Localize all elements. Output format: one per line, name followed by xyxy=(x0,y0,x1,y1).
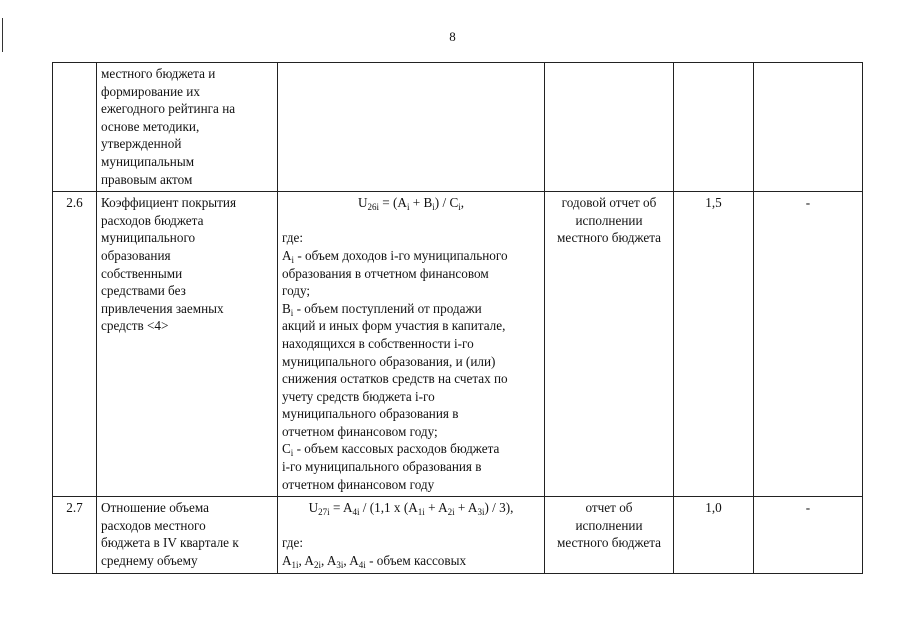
name-line: правовым актом xyxy=(101,171,193,187)
definition-a: $A_i$ - объем доходов i-го муниципального xyxy=(282,247,508,265)
definition-a: $A_{1i}$, $A_{2i}$, $A_{3i}$, $A_{4i}$ - объем кассовых xyxy=(282,553,467,571)
page-number: 8 xyxy=(449,29,456,44)
name-line: среднему объему xyxy=(101,553,198,569)
formula-cell xyxy=(278,497,545,573)
row-number-cell: 2.6 xyxy=(53,192,97,497)
definition-line: акций и иных форм участия в капитале, xyxy=(282,318,506,334)
source-line: исполнении xyxy=(575,517,643,533)
name-line: муниципального xyxy=(101,230,196,246)
definition-line: муниципального образования, и (или) xyxy=(282,353,496,369)
row-number-cell: 2.7 xyxy=(53,497,97,573)
formula-cell xyxy=(278,63,545,192)
indicators-table xyxy=(52,62,863,574)
name-line: основе методики, xyxy=(101,118,200,134)
name-line: местного бюджета и xyxy=(101,66,216,81)
definition-b: $B_i$ - объем поступлений от продажи xyxy=(282,300,482,318)
value-cell xyxy=(674,63,754,192)
where-label: где: xyxy=(282,230,303,246)
row-number-cell xyxy=(53,63,97,192)
note-cell xyxy=(754,63,863,192)
definition-line: отчетном финансовом году xyxy=(282,476,435,492)
indicator-name-cell xyxy=(97,63,278,192)
name-line: бюджета в IV квартале к xyxy=(101,535,239,551)
formula: $U_{27i} = A_{4i} / (1,1$ x $(A_{1i} + A_{2i} + A_{3i}) / 3$), xyxy=(308,500,514,518)
definition-line: отчетном финансовом году; xyxy=(282,423,438,439)
name-line: собственными xyxy=(101,265,183,281)
source-cell xyxy=(545,192,674,497)
name-line: Отношение объема xyxy=(101,500,209,516)
source-line: годовой отчет об xyxy=(561,195,657,211)
table-row xyxy=(53,192,863,497)
source-line: исполнении xyxy=(575,212,643,228)
name-line: ежегодного рейтинга на xyxy=(101,101,236,117)
definition-line: году; xyxy=(282,283,311,299)
note-cell: - xyxy=(754,192,863,497)
indicator-name-cell xyxy=(97,192,278,497)
formula-cell xyxy=(278,192,545,497)
definition-line: образования в отчетном финансовом xyxy=(282,265,489,281)
table-row xyxy=(53,497,863,573)
name-line: образования xyxy=(101,247,171,263)
definition-line: снижения остатков средств на счетах по xyxy=(282,371,508,387)
source-line: местного бюджета xyxy=(557,230,661,246)
table-row xyxy=(53,63,863,192)
source-cell xyxy=(545,63,674,192)
name-line: утвержденной xyxy=(101,136,182,152)
definition-line: находящихся в собственности i-го xyxy=(282,335,474,351)
definition-c: $C_i$ - объем кассовых расходов бюджета xyxy=(282,441,500,459)
name-line: Коэффициент покрытия xyxy=(101,195,237,211)
name-line: привлечения заемных xyxy=(101,300,224,316)
name-line: средств <4> xyxy=(101,318,169,334)
value-cell: 1,5 xyxy=(674,192,754,497)
name-line: расходов бюджета xyxy=(101,212,204,228)
indicator-name-cell xyxy=(97,497,278,573)
where-label: где: xyxy=(282,535,303,551)
source-line: отчет об xyxy=(585,500,633,516)
source-line: местного бюджета xyxy=(557,535,661,551)
name-line: средствами без xyxy=(101,283,186,299)
definition-line: i-го муниципального образования в xyxy=(282,459,482,475)
source-cell xyxy=(545,497,674,573)
name-line: расходов местного xyxy=(101,517,206,533)
value-cell: 1,0 xyxy=(674,497,754,573)
note-cell: - xyxy=(754,497,863,573)
name-line: формирование их xyxy=(101,83,200,99)
definition-line: учету средств бюджета i-го xyxy=(282,388,435,404)
definition-line: муниципального образования в xyxy=(282,406,459,422)
formula: $U_{26i} = (A_i + B_i) / C_i$, xyxy=(357,195,465,213)
name-line: муниципальным xyxy=(101,153,195,169)
